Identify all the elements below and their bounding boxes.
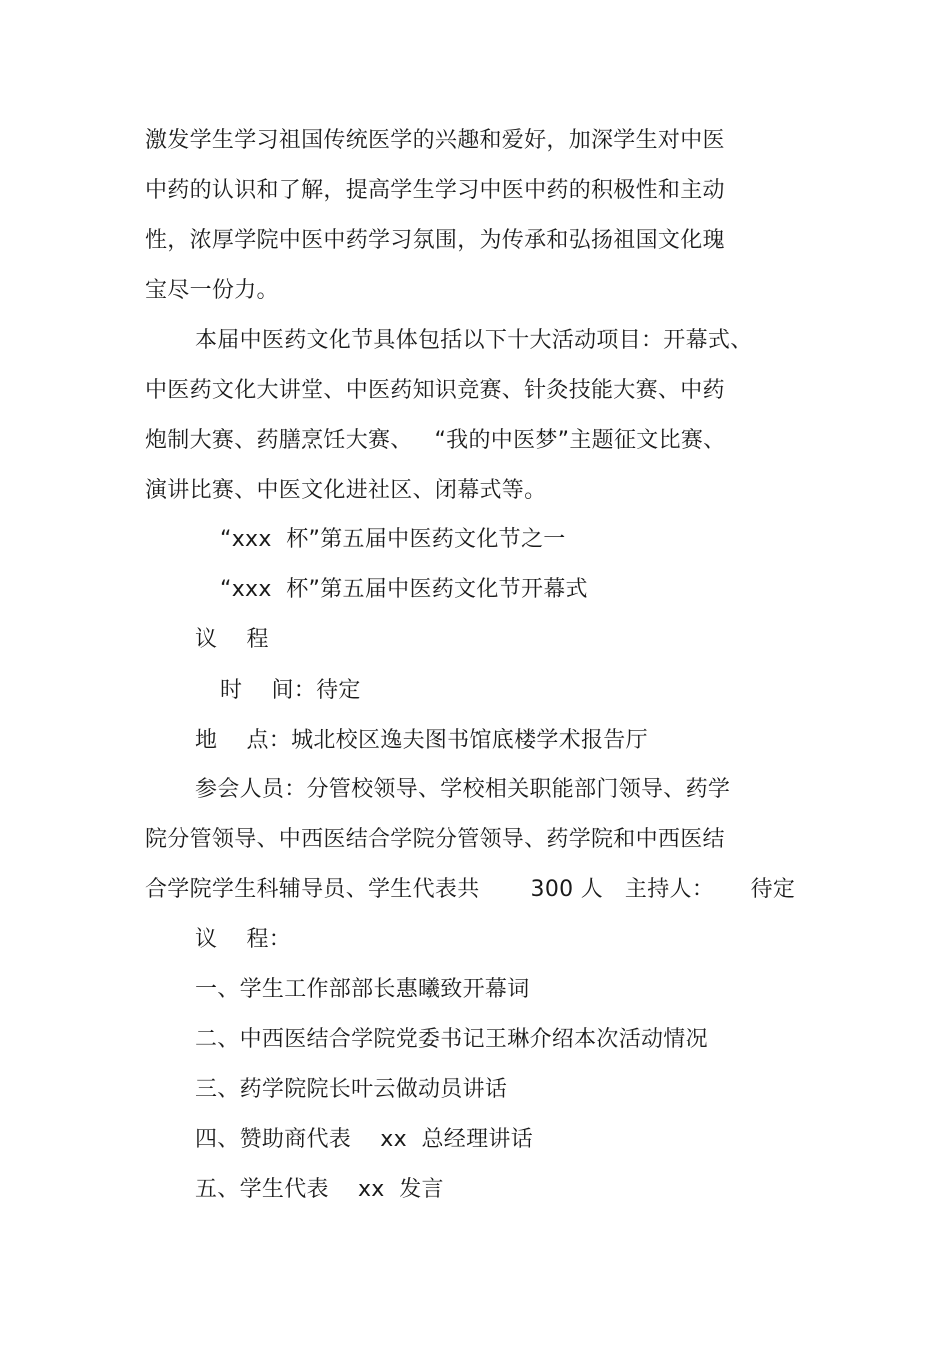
attendees-line-3: 合学院学生科辅导员、学生代表共 300 人 主持人： 待定 — [145, 877, 796, 902]
paragraph-2-line-3: 炮制大赛、药膳烹饪大赛、 “我的中医梦”主题征文比赛、 — [145, 428, 726, 453]
agenda-item-4: 四、赞助商代表 xx 总经理讲话 — [195, 1127, 533, 1152]
agenda-item-1: 一、学生工作部部长惠曦致开幕词 — [195, 977, 530, 1002]
paragraph-1-line-4: 宝尽一份力。 — [145, 278, 279, 303]
paragraph-2-line-4: 演讲比赛、中医文化进社区、闭幕式等。 — [145, 478, 547, 503]
paragraph-1-line-2: 中药的认识和了解，提高学生学习中医中药的积极性和主动 — [145, 178, 725, 203]
paragraph-2-line-2: 中医药文化大讲堂、中医药知识竞赛、针灸技能大赛、中药 — [145, 378, 725, 403]
agenda-item-2: 二、中西医结合学院党委书记王琳介绍本次活动情况 — [195, 1027, 708, 1052]
paragraph-2-line-1: 本届中医药文化节具体包括以下十大活动项目：开幕式、 — [195, 328, 753, 353]
agenda-item-3: 三、药学院院长叶云做动员讲话 — [195, 1077, 508, 1102]
attendees-line-2: 院分管领导、中西医结合学院分管领导、药学院和中西医结 — [145, 827, 725, 852]
heading-festival-part-one: “xxx 杯”第五届中医药文化节之一 — [220, 527, 566, 552]
time-line: 时 间：待定 — [220, 678, 361, 703]
agenda-item-5: 五、学生代表 xx 发言 — [195, 1177, 444, 1202]
paragraph-1-line-1: 激发学生学习祖国传统医学的兴趣和爱好，加深学生对中医 — [145, 128, 725, 153]
paragraph-1-line-3: 性，浓厚学院中医中药学习氛围，为传承和弘扬祖国文化瑰 — [145, 228, 725, 253]
agenda-label: 议 程： — [195, 927, 292, 952]
heading-opening-ceremony: “xxx 杯”第五届中医药文化节开幕式 — [220, 577, 588, 602]
agenda-title: 议 程 — [195, 627, 269, 652]
place-line: 地 点：城北校区逸夫图书馆底楼学术报告厅 — [195, 728, 648, 753]
attendees-line-1: 参会人员：分管校领导、学校相关职能部门领导、药学 — [195, 777, 731, 802]
